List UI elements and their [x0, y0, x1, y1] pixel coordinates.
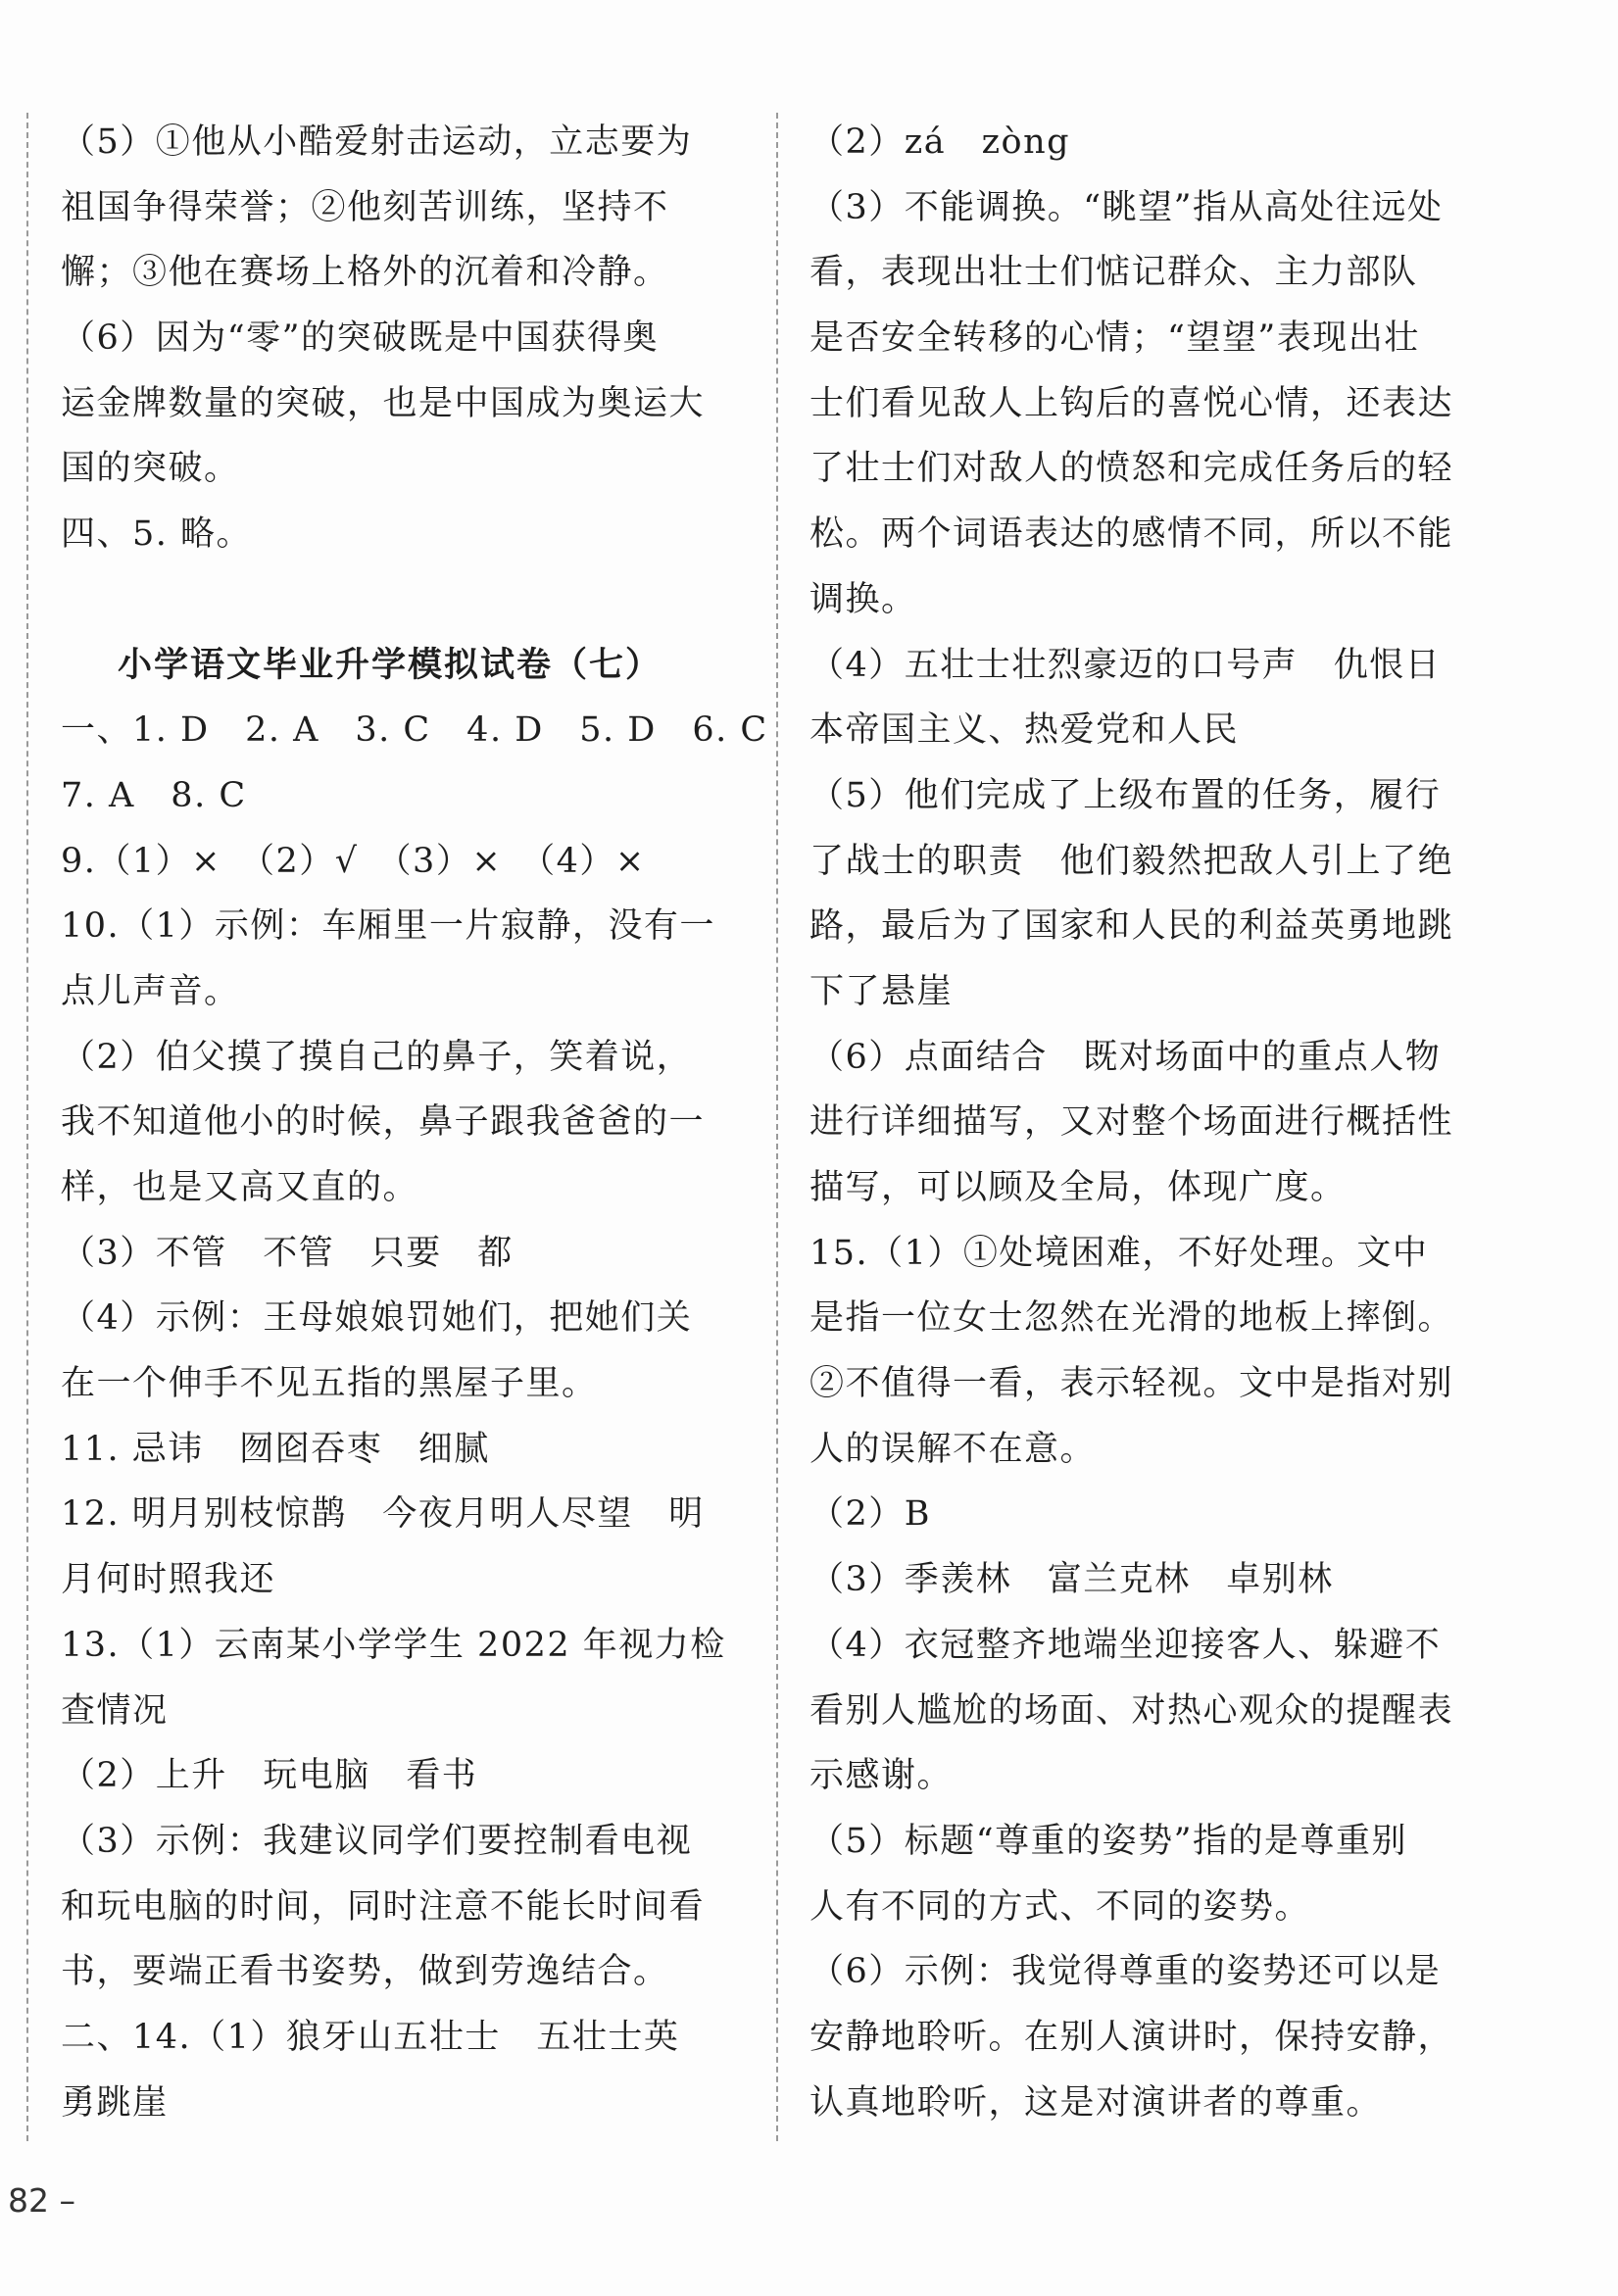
text-line: 13.（1）云南某小学学生 2022 年视力检	[61, 1625, 726, 1665]
text-line: 示感谢。	[809, 1756, 954, 1796]
text-line: （5）①他从小酷爱射击运动，立志要为	[61, 122, 693, 162]
text-line: 运金牌数量的突破，也是中国成为奥运大	[61, 383, 706, 423]
text-line: 士们看见敌人上钩后的喜悦心情，还表达	[809, 383, 1454, 423]
text-line: 路，最后为了国家和人民的利益英勇地跳	[809, 906, 1454, 947]
text-line: 勇跳崖	[61, 2082, 169, 2123]
text-line: 下了悬崖	[809, 971, 954, 1011]
text-line: （3）不能调换。“眺望”指从高处往远处	[809, 187, 1444, 227]
left-margin-dashed-rule	[26, 113, 28, 2141]
text-line: 样，也是又高又直的。	[61, 1168, 419, 1207]
text-line: 国的突破。	[61, 449, 240, 489]
text-line: 人的误解不在意。	[809, 1429, 1097, 1469]
right-column	[809, 110, 1495, 2135]
text-line: 祖国争得荣誉；②他刻苦训练，坚持不	[61, 187, 669, 227]
text-line: 看，表现出壮士们惦记群众、主力部队	[809, 253, 1418, 293]
page-number: 82 –	[8, 2181, 75, 2220]
text-line: （6）示例：我觉得尊重的姿势还可以是	[809, 1952, 1442, 1992]
text-line: （3）示例：我建议同学们要控制看电视	[61, 1821, 693, 1861]
text-line: 了壮士们对敌人的愤怒和完成任务后的轻	[809, 449, 1454, 489]
text-line: 看别人尴尬的场面、对热心观众的提醒表	[809, 1690, 1454, 1731]
text-line: 点儿声音。	[61, 971, 240, 1011]
text-line: 查情况	[61, 1690, 169, 1731]
text-line: 月何时照我还	[61, 1560, 276, 1600]
text-line: （3）季羡林 富兰克林 卓别林	[809, 1560, 1334, 1600]
text-line: 懈；③他在赛场上格外的沉着和冷静。	[61, 253, 669, 293]
text-line: 11. 忌讳 囫囵吞枣 细腻	[61, 1429, 490, 1469]
text-line: 10.（1）示例：车厢里一片寂静，没有一	[61, 906, 715, 947]
left-column	[61, 110, 768, 2135]
text-line: （2）上升 玩电脑 看书	[61, 1756, 478, 1796]
text-line: 二、14.（1）狼牙山五壮士 五壮士英	[61, 2017, 680, 2057]
text-line: （5）标题“尊重的姿势”指的是尊重别	[809, 1821, 1408, 1861]
text-line: 12. 明月别枝惊鹊 今夜月明人尽望 明	[61, 1494, 705, 1535]
text-line: 人有不同的方式、不同的姿势。	[809, 1886, 1311, 1927]
spacer	[61, 567, 747, 633]
text-line: 认真地聆听，这是对演讲者的尊重。	[809, 2082, 1383, 2123]
text-line: ②不值得一看，表示轻视。文中是指对别	[809, 1364, 1454, 1404]
text-line: 是指一位女士忽然在光滑的地板上摔倒。	[809, 1298, 1454, 1339]
text-line: （4）示例：王母娘娘罚她们，把她们关	[61, 1298, 693, 1339]
text-line: （6）因为“零”的突破既是中国获得奥	[61, 318, 660, 359]
text-line: 9.（1）× （2）√ （3）× （4）×	[61, 841, 646, 881]
text-line: （4）衣冠整齐地端坐迎接客人、躲避不	[809, 1625, 1442, 1665]
text-line: 调换。	[809, 579, 917, 619]
text-line: 四、5. 略。	[61, 514, 253, 555]
text-line: 我不知道他小的时候，鼻子跟我爸爸的一	[61, 1102, 706, 1143]
text-line: 7. A 8. C	[61, 775, 247, 815]
text-line: 进行详细描写，又对整个场面进行概括性	[809, 1102, 1454, 1143]
text-line: 本帝国主义、热爱党和人民	[809, 710, 1240, 751]
text-line: 描写，可以顾及全局，体现广度。	[809, 1168, 1347, 1207]
text-line: 是否安全转移的心情；“望望”表现出壮	[809, 318, 1420, 359]
text-line: （5）他们完成了上级布置的任务，履行	[809, 775, 1442, 815]
text-line: （6）点面结合 既对场面中的重点人物	[809, 1037, 1442, 1077]
text-line: （2）B	[809, 1494, 931, 1535]
text-line: 安静地聆听。在别人演讲时，保持安静，	[809, 2017, 1454, 2057]
text-line: （3）不管 不管 只要 都	[61, 1233, 514, 1273]
text-line: （2）伯父摸了摸自己的鼻子，笑着说，	[61, 1037, 693, 1077]
text-line: 书，要端正看书姿势，做到劳逸结合。	[61, 1952, 669, 1992]
text-line: 15.（1）①处境困难，不好处理。文中	[809, 1233, 1429, 1273]
text-line: （2）zá zòng	[809, 122, 1071, 162]
text-line: （4）五壮士壮烈豪迈的口号声 仇恨日	[809, 645, 1442, 685]
text-line: 和玩电脑的时间，同时注意不能长时间看	[61, 1886, 706, 1927]
text-line: 松。两个词语表达的感情不同，所以不能	[809, 514, 1454, 555]
column-divider-dashed-rule	[776, 113, 778, 2141]
text-line: 在一个伸手不见五指的黑屋子里。	[61, 1364, 598, 1404]
section-title: 小学语文毕业升学模拟试卷（七）	[118, 645, 662, 685]
text-line: 一、1. D 2. A 3. C 4. D 5. D 6. C	[61, 710, 768, 751]
text-line: 了战士的职责 他们毅然把敌人引上了绝	[809, 841, 1454, 881]
